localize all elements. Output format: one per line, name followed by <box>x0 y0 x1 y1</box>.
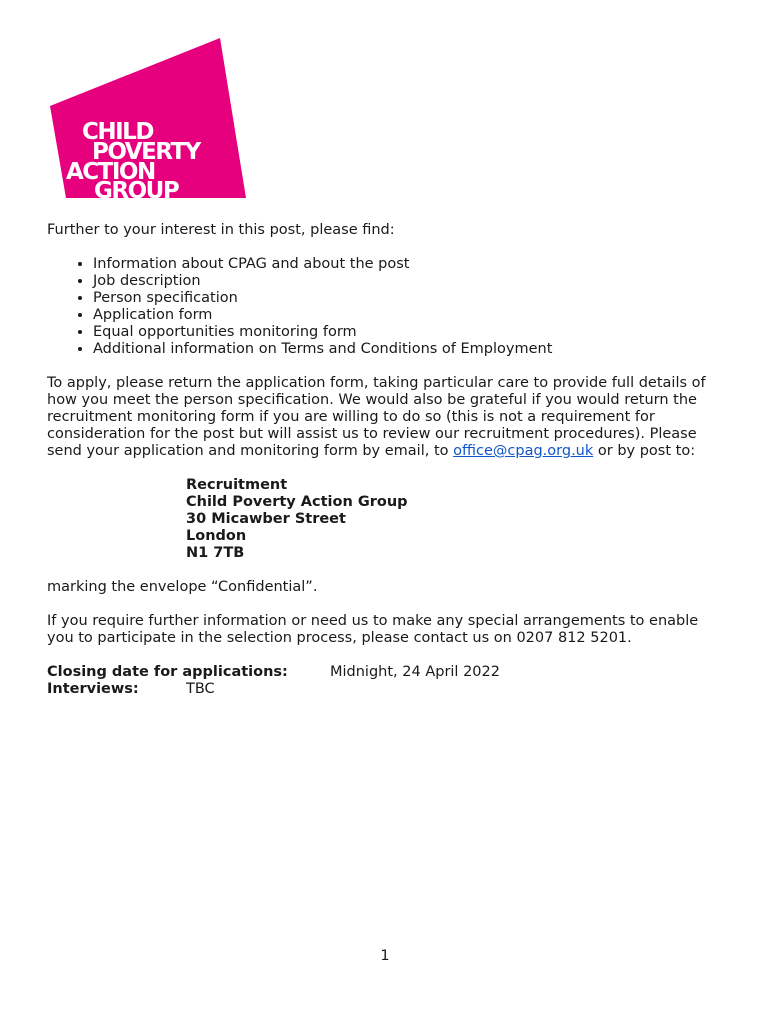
address-line: London <box>186 528 247 544</box>
logo-line-4: GROUP <box>94 178 179 200</box>
logo-line-2: POVERTY <box>92 139 200 165</box>
page-number: 1 <box>380 948 390 964</box>
email-link[interactable]: office@cpag.org.uk <box>453 443 594 459</box>
logo-line-3: ACTION <box>66 159 155 185</box>
after-email-text: or by post to: <box>593 443 696 459</box>
further-info-paragraph: If you require further information or need us to make any special arrangements to enable you to participate in the selection process, please contact us on 0207 812 5201. <box>47 613 699 646</box>
interviews-row <box>47 681 727 698</box>
cpag-logo <box>48 36 248 200</box>
cpag-logo-graphic <box>48 36 248 200</box>
closing-date-row <box>47 664 727 681</box>
list-item: • Job description <box>93 273 727 290</box>
address-line: Child Poverty Action Group <box>186 494 408 510</box>
interviews-value: TBC <box>186 681 215 697</box>
logo-line-1: CHILD <box>82 119 153 145</box>
address-line: Recruitment <box>186 477 288 493</box>
list-item: • Equal opportunities monitoring form <box>93 324 727 341</box>
address-line: 30 Micawber Street <box>186 511 346 527</box>
list-item: • Person specification <box>93 290 727 307</box>
envelope-note: marking the envelope “Confidential”. <box>47 579 318 595</box>
list-item: • Additional information on Terms and Conditions of Employment <box>93 341 727 358</box>
postal-address <box>186 477 727 562</box>
list-item: • Application form <box>93 307 727 324</box>
interviews-label: Interviews: <box>47 681 139 697</box>
apply-text: To apply, please return the application form, taking particular care to provide full details of how you meet the person specification. We would also be grateful if you would return the recruitment monitoring form if you are willing to do so (this is not a requirement for consideration for the post but will assist us to review our recruitment procedures). Please send your application and monitoring form by email, to <box>47 375 706 459</box>
list-item: • Information about CPAG and about the post <box>93 256 727 273</box>
closing-date-value: Midnight, 24 April 2022 <box>330 664 500 680</box>
intro-text: Further to your interest in this post, please find: <box>47 222 395 238</box>
letter-body <box>47 222 727 698</box>
enclosures-list <box>47 256 727 358</box>
closing-date-label: Closing date for applications: <box>47 664 288 680</box>
apply-paragraph <box>47 375 727 460</box>
address-line: N1 7TB <box>186 545 245 561</box>
